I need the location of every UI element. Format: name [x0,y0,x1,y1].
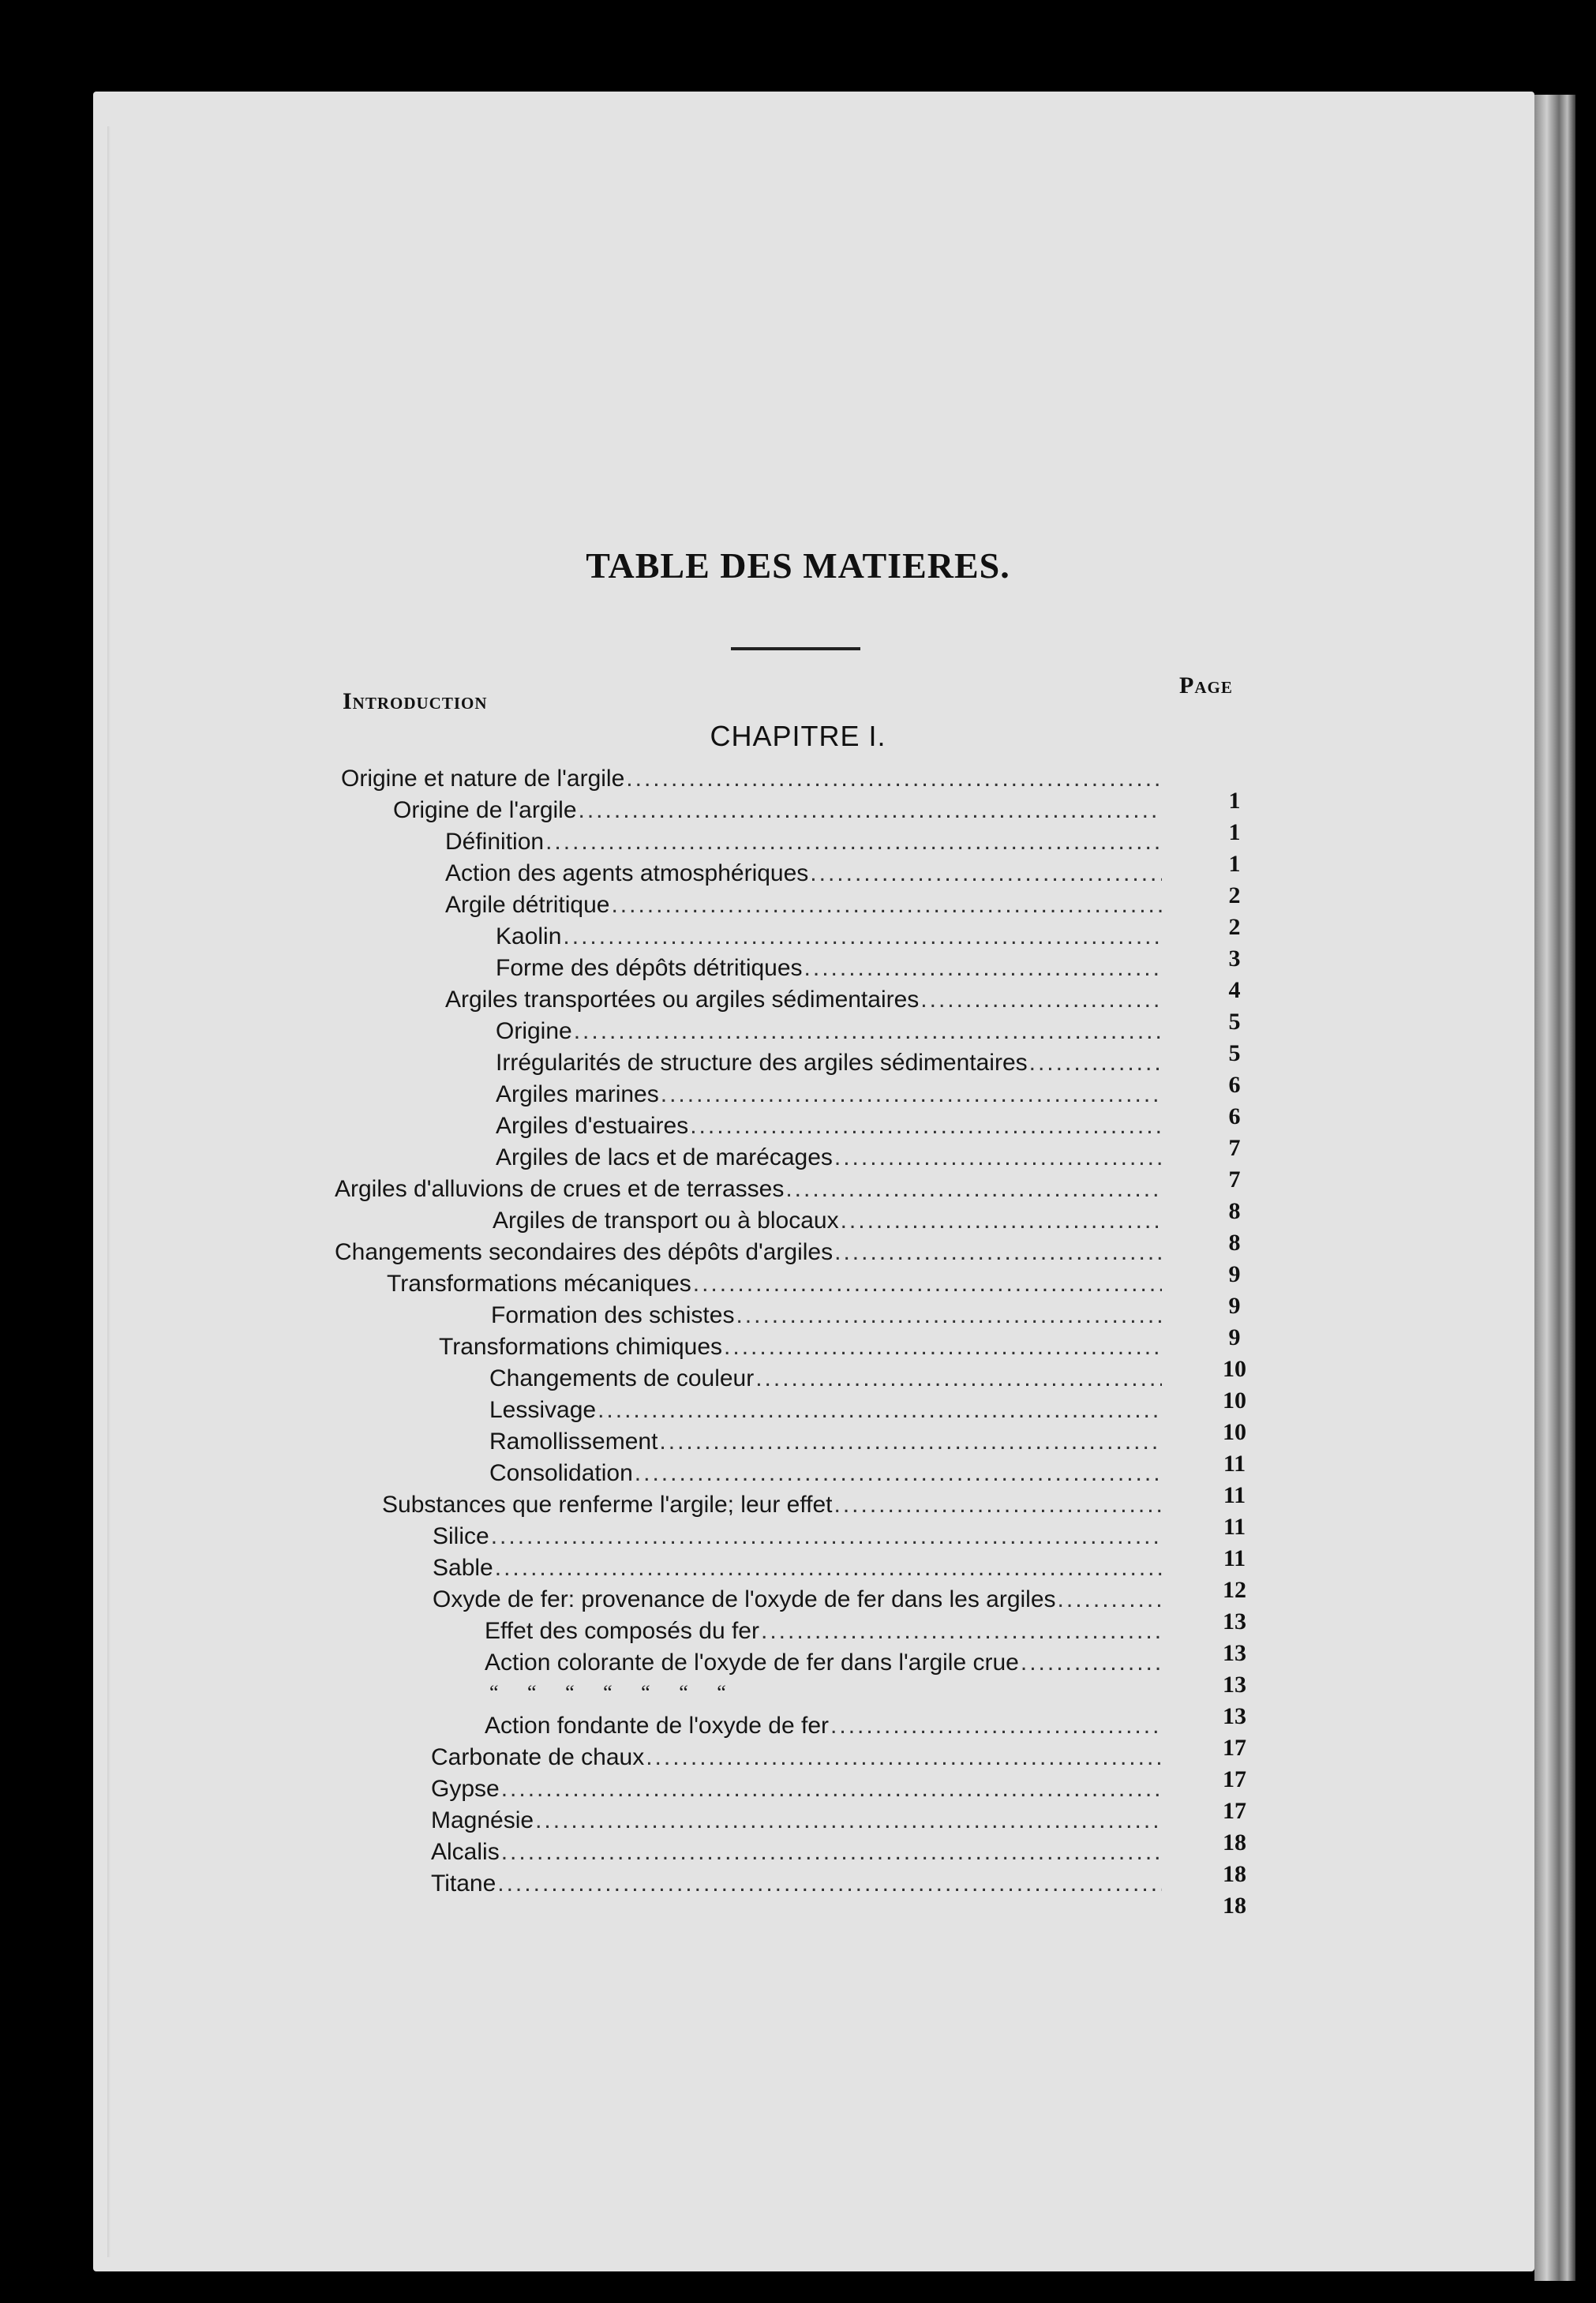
toc-entry-label: Ramollissement [489,1429,658,1455]
toc-entry [485,1713,1162,1744]
leader-dots [563,923,1162,950]
toc-page-number: 8 [1228,1230,1241,1256]
toc-page-number: 3 [1228,946,1241,972]
toc-entry-label: Changements de couleur [489,1365,755,1391]
leader-dots [736,1302,1162,1329]
toc-page-number: 1 [1228,851,1241,877]
toc-entry-label: Argiles de lacs et de marécages [496,1144,833,1170]
leader-dots [626,766,1162,792]
toc-page-number: 10 [1223,1419,1246,1445]
toc-entry [491,1302,1162,1334]
leader-dots [497,1870,1162,1897]
toc-page-number: 11 [1223,1545,1246,1571]
toc-entry-label: Substances que renferme l'argile; leur effet [382,1492,833,1518]
leader-dots [834,1144,1162,1171]
leader-dots [501,1839,1162,1866]
toc-page-number: 17 [1223,1766,1246,1792]
toc-page-number: 13 [1223,1703,1246,1729]
toc-entry [439,1334,1162,1365]
leader-dots [841,1208,1162,1234]
toc-entry-label: Action colorante de l'oxyde de fer dans l'argile crue [485,1650,1019,1676]
toc-page-number: 5 [1228,1009,1241,1035]
toc-entry [445,860,1162,892]
toc-entry-label: Formation des schistes [491,1302,735,1328]
toc-entry-label: Changements secondaires des dépôts d'argiles [335,1239,834,1265]
leader-dots [761,1618,1162,1645]
toc-entry-label: Transformations mécaniques [387,1271,691,1297]
page-fold [107,126,111,2257]
leader-dots [545,829,1162,856]
toc-entry-label: Forme des dépôts détritiques [496,955,803,981]
leader-dots [724,1334,1162,1361]
toc-entry [433,1555,1162,1586]
toc-entry-label: Kaolin [496,923,562,949]
toc-page-number: 2 [1228,914,1241,940]
toc-entry [431,1776,1162,1807]
leader-dots [501,1776,1162,1803]
leader-dots [491,1523,1162,1550]
toc-entry-label: Effet des composés du fer [485,1618,759,1644]
toc-page-number: 8 [1228,1198,1241,1224]
toc-page-number: 10 [1223,1356,1246,1382]
leader-dots [693,1271,1162,1298]
toc-page-number: 13 [1223,1672,1246,1698]
leader-dots [659,1429,1162,1455]
toc-entry-label: Lessivage [489,1397,597,1423]
toc-entry [493,1208,1162,1239]
toc-page-number: 6 [1228,1072,1241,1098]
toc-entry [496,1144,1162,1176]
toc-page-number: 1 [1228,788,1241,814]
leader-dots [661,1081,1162,1108]
toc-page-number: 13 [1223,1608,1246,1635]
toc-entry-label: Argiles d'alluvions de crues et de terrasses [335,1176,785,1202]
toc-page-number: 2 [1228,882,1241,908]
toc-entry-label: Définition [445,829,545,855]
toc-entry-label: Transformations chimiques [439,1334,723,1360]
leader-dots [1058,1586,1162,1613]
leader-dots [804,955,1162,982]
toc-entry-label: Titane [431,1870,496,1897]
leader-dots [598,1397,1162,1424]
toc-entry [445,892,1162,923]
toc-entry [496,1081,1162,1113]
leader-dots [834,1492,1163,1518]
leader-dots [1021,1650,1162,1676]
leader-dots [535,1807,1162,1834]
toc-entry-label: Silice [433,1523,489,1549]
toc-page-number: 1 [1228,819,1241,845]
toc-page-number: 5 [1228,1040,1241,1066]
toc-page-number: 17 [1223,1735,1246,1761]
leader-dots [574,1018,1162,1045]
toc-entry-label: Irrégularités de structure des argiles sédimentaires [496,1050,1028,1076]
toc-page-number: 11 [1223,1514,1246,1540]
toc-entry-label: Argiles transportées ou argiles sédimentaires [445,987,920,1013]
toc-page-number: 9 [1228,1324,1241,1350]
leader-dots [579,797,1162,824]
toc-entry-label: Sable [433,1555,493,1581]
toc-entry-label: Action des agents atmosphériques [445,860,809,886]
toc-entry-label: Action fondante de l'oxyde de fer [485,1713,830,1739]
toc-page-number: 11 [1223,1482,1246,1508]
page-title: TABLE DES MATIERES. [586,545,1010,586]
toc-entry [496,923,1162,955]
toc-entry-label: Argiles marines [496,1081,659,1107]
toc-entry [445,987,1162,1018]
leader-dots [646,1744,1162,1771]
toc-entry [431,1870,1162,1902]
toc-entry [485,1650,1162,1681]
toc-entry [445,829,1162,860]
toc-entry [387,1271,1162,1302]
leader-dots [920,987,1162,1013]
toc-entry [433,1523,1162,1555]
toc-entry [496,1113,1162,1144]
leader-dots [611,892,1162,919]
chapter-heading: CHAPITRE I. [710,720,886,752]
toc-entry [496,1018,1162,1050]
toc-entry-label: Origine de l'argile [393,797,577,823]
toc-page-number: 17 [1223,1798,1246,1824]
toc-entry [489,1397,1162,1429]
toc-page-number: 6 [1228,1103,1241,1129]
toc-page-number: 18 [1223,1829,1246,1856]
toc-entry-label: Alcalis [431,1839,500,1865]
toc-entry-label: Argile détritique [445,892,610,918]
page-edge [1534,95,1575,2281]
leader-dots [830,1713,1162,1739]
leader-dots [785,1176,1162,1203]
toc-entry [489,1365,1162,1397]
toc-entry-label: Oxyde de fer: provenance de l'oxyde de fer dans les argiles [433,1586,1056,1612]
toc-entry [382,1492,1162,1523]
toc-entry-label: Consolidation [489,1460,633,1486]
toc-page-number: 4 [1228,977,1241,1003]
toc-entry-label: Argiles d'estuaires [496,1113,689,1139]
leader-dots [834,1239,1162,1266]
toc-entry-label: Magnésie [431,1807,534,1833]
toc-entry [431,1839,1162,1870]
toc-entry [485,1618,1162,1650]
toc-entry [496,1050,1162,1081]
toc-entry [341,766,1162,797]
toc-entry-label: Argiles de transport ou à blocaux [493,1208,839,1234]
ditto-marks: “ “ “ “ “ “ “ [489,1681,726,1704]
toc-entry-label: Origine et nature de l'argile [341,766,625,792]
toc-entry [335,1239,1162,1271]
toc-page-number: 10 [1223,1387,1246,1414]
toc-page-number: 13 [1223,1640,1246,1666]
leader-dots [810,860,1162,887]
toc-entry [431,1807,1162,1839]
toc-page-number: 7 [1228,1135,1241,1161]
page-column-header: Page [1179,672,1233,698]
leader-dots [1029,1050,1162,1077]
toc-page-number: 11 [1223,1451,1246,1477]
introduction-label: Introduction [343,688,488,714]
toc-entry-label: Origine [496,1018,572,1044]
toc-entry [433,1586,1162,1618]
toc-entry [489,1460,1162,1492]
leader-dots [755,1365,1162,1392]
toc-page-number: 9 [1228,1293,1241,1319]
toc-entry-label: Gypse [431,1776,500,1802]
toc-page-number: 18 [1223,1861,1246,1887]
toc-page-number: 18 [1223,1893,1246,1919]
toc-entry [489,1429,1162,1460]
toc-entry [431,1744,1162,1776]
toc-page-number: 9 [1228,1261,1241,1287]
leader-dots [635,1460,1162,1487]
leader-dots [690,1113,1162,1140]
toc-page-number: 7 [1228,1166,1241,1193]
toc-page-number: 12 [1223,1577,1246,1603]
toc-entry-label: Carbonate de chaux [431,1744,645,1770]
leader-dots [495,1555,1162,1582]
toc-entry [335,1176,1162,1208]
toc-entry [496,955,1162,987]
title-rule [731,647,860,650]
toc-entry [393,797,1162,829]
